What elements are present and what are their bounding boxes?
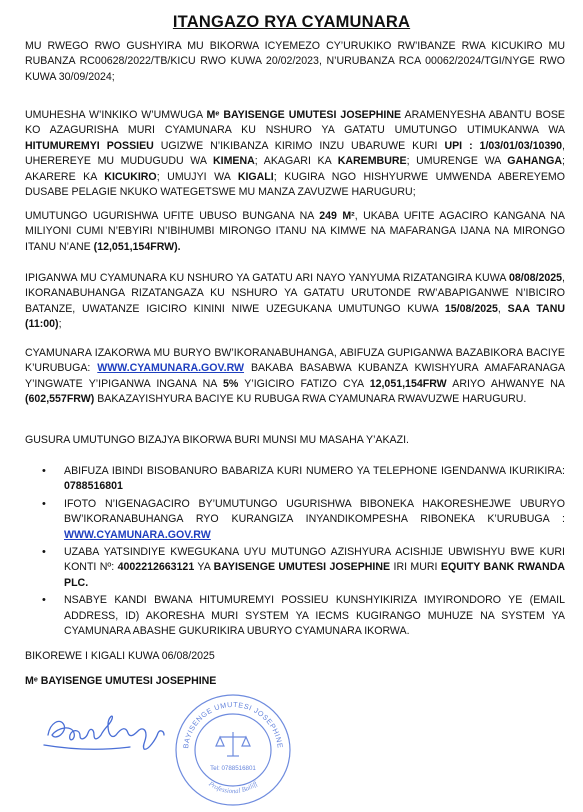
stamp-phone-text: Tel: 0788516801: [210, 765, 256, 772]
scales-of-justice-icon: [216, 732, 250, 756]
text-span: UGIZWE N’IKIBANZA KIRIMO INZU UBARUWE KURI: [153, 139, 445, 152]
text-span: IRI MURI: [390, 561, 441, 574]
signer-name: Mᵉ BAYISENGE UMUTESI JOSEPHINE: [25, 675, 217, 687]
deposit-amount: (602,557FRW): [25, 393, 95, 406]
text-span: UMUHESHA W’INKIKO W’UMWUGA: [25, 109, 207, 121]
list-item: [25, 545, 565, 591]
signed-place-date: BIKOREWE I KIGALI KUWA 06/08/2025: [25, 650, 215, 662]
property-value: (12,051,154FRW).: [93, 240, 181, 253]
account-number: 4002212663121: [117, 561, 195, 574]
text-span: ; UMUJYI WA: [156, 170, 238, 183]
text-span: UZABA YATSINDIYE KWEGUKANA UYU MUTUNGO AZISHYURA ACISHIJE UBWISHYU BWE KURI KONTI Nº:: [64, 546, 565, 574]
property-area: 249 M²: [319, 210, 355, 222]
upi-number: UPI : 1/03/01/03/10390: [444, 139, 563, 152]
text-span: ABIFUZA IBINDI BISOBANURO BABARIZA KURI NUMERO YA TELEPHONE IGENDANWA IKURIKIRA:: [64, 465, 565, 477]
text-span: BAKAZAYISHYURA BACIYE KU RUBUGA RWA CYAMUNARA RWAVUZWE HARUGURU.: [94, 393, 527, 406]
bidding-paragraph: [25, 346, 565, 408]
stamp-ring-text: BAYISENGE UMUTESI JOSEPHINE: [181, 699, 285, 750]
owner-name: HITUMUREMYI POSSIEU: [25, 139, 154, 152]
text-span: ; KUGIRA NGO HISHYURWE UMWENDA ABEREYEMO DUSABE PELAGIE NKUKO WATEGETSWE MU MANZA ZAVUZWE HARUGURU;: [25, 170, 565, 199]
deposit-percent: 5%: [222, 377, 239, 390]
auction-end-time: SAA TANU (11:00): [25, 302, 565, 331]
stamp-bottom-text: Professional Bailiff: [207, 780, 259, 796]
text-span: ;: [58, 318, 62, 331]
info-bullet-list: [25, 464, 565, 641]
bullet-dot: •: [42, 594, 46, 607]
property-value-paragraph: [25, 209, 565, 255]
list-item: [25, 497, 565, 543]
text-span: , IKORANABUHANGA RIZATANGAZA KU NSHURO YA GATATU URUTONDE RW’ABAPIGANWE N’IBICIRO BATANZE, UWATANZE IGICIRO KININI NIWE UZEGUKANA UMUTUNGO KUWA: [25, 272, 565, 315]
text-span: IFOTO N’IGENAGACIRO BY’UMUTUNGO UGURISHWA BIBONEKA HAKORESHEJWE UBURYO BW’IKORANABUHANGA RYO KURANGIZA INYANDIKOMPESHA RIBONEKA K’URUBUGA :: [64, 497, 565, 526]
text-span: NSABYE KANDI BWANA HITUMUREMYI POSSIEU KUNSHYIKIRIZA IMYIRONDORO YE (EMAIL ADDRESS, ID) AKORESHA MURI SYSTEM YA IECMS KUGIRANGO MUHUZE NA SYSTEM YA CYAMUNARA ABASHE GUKURIKIRA UBURYO CYAMUNARA IKORWA.: [64, 594, 565, 638]
district-name: KICUKIRO: [104, 170, 157, 183]
text-span: ARAMENYESHA ABANTU BOSE KO AZAGURISHA MURI CYAMUNARA KU NSHURO YA GATATU UMUTUNGO UTIMUKANWA WA: [25, 109, 565, 137]
bailiff-name: Mᵉ BAYISENGE UMUTESI JOSEPHINE: [206, 109, 402, 121]
village-name: KIMENA: [213, 155, 255, 168]
text-span: ; UMURENGE WA: [406, 155, 508, 168]
auction-end-date: 15/08/2025: [444, 302, 498, 315]
text-span: , UKABA UFITE AGACIRO KANGANA NA MILIYONI CUMI N’EBYIRI N’IBIHUMBI MIRONGO ITANU NA KIMWE NA MAFARANGA IJANA NA MIRONGO ITANU N’ANE: [25, 210, 565, 253]
bullet-dot: •: [42, 465, 46, 477]
document-title: ITANGAZO RYA CYAMUNARA: [172, 13, 411, 31]
text-span: CYAMUNARA IZAKORWA MU BURYO BW’IKORANABUHANGA, ABIFUZA GUPIGANWA BAZABIKORA BACIYE K’URUBUGA:: [25, 347, 565, 375]
text-span: BAKABA BASABWA KUBANZA KWISHYURA AMAFARANAGA Y’INGWATE Y’IPIGANWA INGANA NA: [25, 362, 566, 390]
city-name: KIGALI: [237, 170, 274, 183]
text-span: YA: [194, 561, 214, 574]
text-span: ARIYO AHWANYE NA: [446, 377, 565, 390]
cyamunara-link[interactable]: WWW.CYAMUNARA.GOV.RW: [97, 362, 245, 375]
text-span: ; AKARERE KA: [25, 155, 565, 183]
list-item: [25, 464, 565, 495]
account-holder: BAYISENGE UMUTESI JOSEPHINE: [213, 561, 391, 574]
auction-dates-paragraph: [25, 271, 565, 333]
official-stamp: [172, 690, 294, 808]
text-span: ,: [497, 302, 508, 315]
bullet-dot: •: [42, 497, 46, 510]
bank-name: EQUITY BANK RWANDA PLC.: [64, 561, 565, 589]
intro-paragraph: MU RWEGO RWO GUSHYIRA MU BIKORWA ICYEMEZO CY’URUKIKO RW’IBANZE RWA KICUKIRO MU RUBANZA RC00628/2022/TB/KICU RWO KUWA 20/02/2023, N’URUBANZA RCA 00062/2024/TGI/NYGE RWO KUWA 30/09/2024;: [25, 40, 565, 83]
text-span: ; AKAGARI KA: [254, 155, 338, 168]
cyamunara-link[interactable]: WWW.CYAMUNARA.GOV.RW: [64, 528, 211, 541]
text-span: IPIGANWA MU CYAMUNARA KU NSHURO YA GATATU ARI NAYO YANYUMA RIZATANGIRA KUWA: [25, 272, 510, 284]
text-span: UMUTUNGO UGURISHWA UFITE UBUSO BUNGANA NA: [25, 210, 320, 222]
base-price: 12,051,154FRW: [369, 377, 447, 390]
auction-start-date: 08/08/2025: [509, 272, 563, 284]
handwritten-signature: [38, 705, 188, 765]
announcement-paragraph: [25, 108, 565, 200]
bullet-dot: •: [42, 546, 46, 559]
list-item: [25, 593, 565, 639]
text-span: , UHEREREYE MU MUDUGUDU WA: [25, 139, 565, 168]
text-span: Y’IGICIRO FATIZO CYA: [238, 377, 370, 390]
sector-name: GAHANGA: [507, 155, 563, 168]
phone-number: 0788516801: [64, 480, 123, 493]
cell-name: KAREMBURE: [337, 155, 407, 168]
visit-paragraph: GUSURA UMUTUNGO BIZAJYA BIKORWA BURI MUNSI MU MASAHA Y’AKAZI.: [25, 434, 409, 446]
